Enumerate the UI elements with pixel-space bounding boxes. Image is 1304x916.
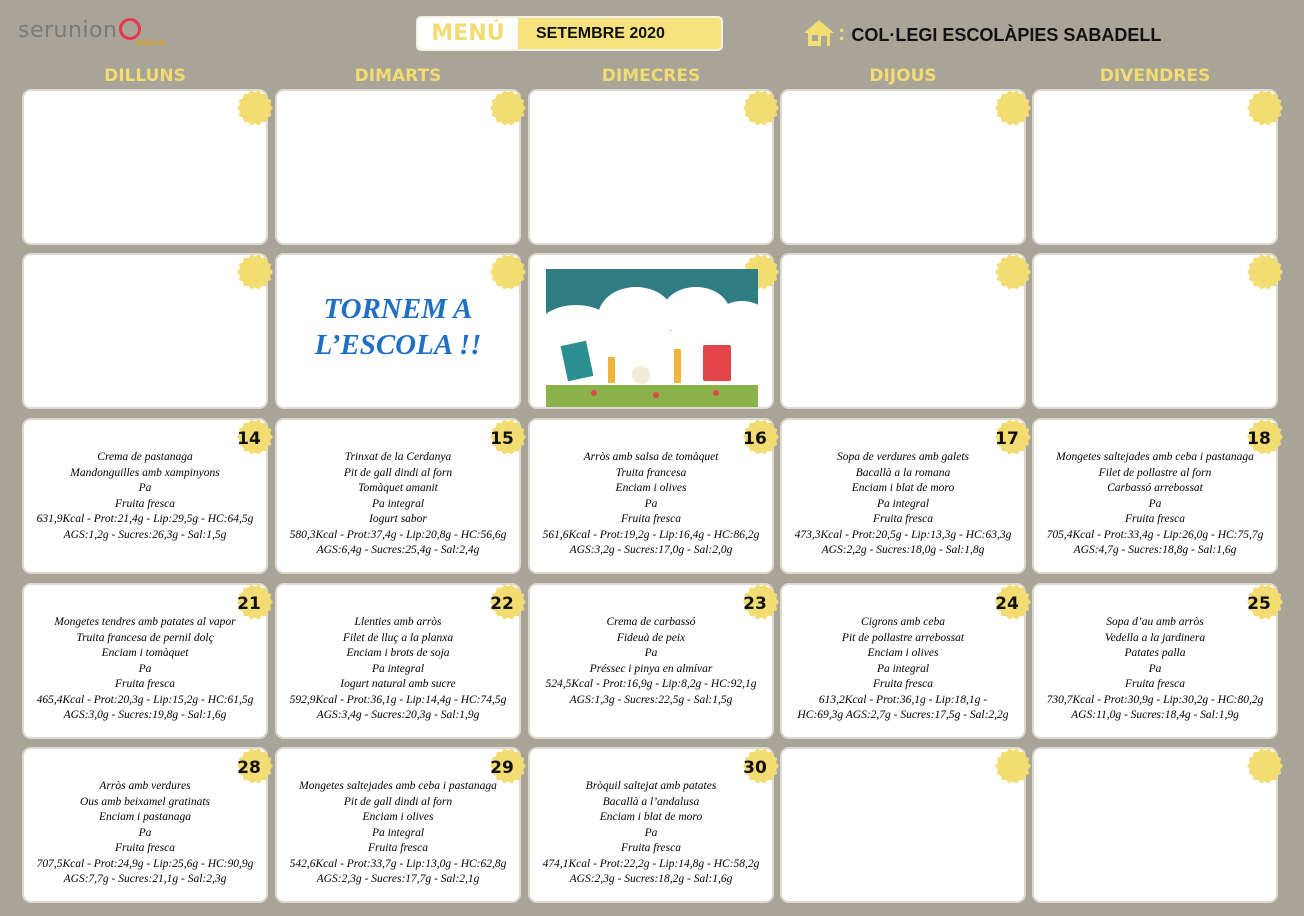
menu-line: AGS:2,2g - Sucres:18,0g - Sal:1,8g — [821, 544, 985, 556]
menu-line: AGS:3,4g - Sucres:20,3g - Sal:1,9g — [316, 709, 480, 721]
calendar-cell — [1032, 418, 1278, 574]
menu-line: Mandonguilles amb xampinyons — [70, 466, 220, 479]
sun-badge-icon — [1246, 747, 1284, 785]
menu-line: 542,6Kcal - Prot:33,7g - Lip:13,0g - HC:62,8g — [289, 857, 507, 870]
logo-text: serunion — [18, 18, 118, 43]
menu-line: Pit de pollastre arrebossat — [841, 631, 965, 644]
menu-line: AGS:2,3g - Sucres:18,2g - Sal:1,6g — [569, 873, 733, 885]
menu-line: Filet de lluç a la planxa — [342, 631, 454, 644]
menu-line: Fideuà de peix — [616, 631, 686, 644]
calendar-cell — [1032, 253, 1278, 409]
menu-line: Fruita fresca — [368, 842, 428, 854]
day-header-1: DIMARTS — [354, 66, 442, 86]
day-number: 25 — [1247, 594, 1271, 614]
menu-line: Enciam i olives — [362, 811, 434, 823]
menu-line: Fruita fresca — [1125, 513, 1185, 525]
menu-line: 631,9Kcal - Prot:21,4g - Lip:29,5g - HC:64,5g — [36, 513, 254, 525]
menu-line: Bròquil saltejat amb patates — [585, 780, 717, 792]
menu-line: AGS:1,2g - Sucres:26,3g - Sal:1,5g — [63, 528, 227, 541]
menu-line: 580,3Kcal - Prot:37,4g - Lip:20,8g - HC:56,6g — [289, 528, 507, 541]
school-name: COL·LEGI ESCOLÀPIES SABADELL — [851, 24, 1162, 45]
menu-line: Arròs amb verdures — [99, 780, 191, 792]
menu-line: AGS:2,3g - Sucres:17,7g - Sal:2,1g — [316, 873, 480, 885]
menu-line: Pa — [138, 662, 152, 675]
menu-line: Crema de pastanaga — [97, 451, 193, 463]
back-to-school-illustration — [546, 269, 758, 407]
menu-list — [530, 779, 772, 888]
menu-line: Enciam i blat de moro — [851, 482, 955, 494]
menu-line: Trinxat de la Cerdanya — [344, 451, 452, 463]
menu-list — [782, 615, 1024, 724]
menu-line: Pa integral — [371, 662, 425, 675]
menu-line: Tomàquet amanit — [358, 482, 438, 494]
logo-mark-icon — [119, 18, 141, 40]
menu-line: Iogurt sabor — [369, 513, 427, 525]
menu-list — [530, 450, 772, 559]
calendar-cell — [780, 89, 1026, 245]
menu-line: Pa integral — [371, 497, 425, 510]
menu-line: Fruita fresca — [115, 842, 175, 854]
day-number: 30 — [743, 758, 767, 778]
menu-line: Pa integral — [876, 497, 930, 510]
day-header-0: DILLUNS — [104, 66, 186, 86]
menu-line: Pa — [1148, 497, 1162, 510]
menu-line: Préssec i pinya en almívar — [589, 662, 713, 675]
menu-month-box — [416, 16, 723, 51]
day-number: 21 — [237, 594, 261, 614]
day-header-2: DIMECRES — [601, 66, 701, 86]
calendar-cell — [780, 583, 1026, 739]
day-number: 17 — [995, 429, 1019, 449]
menu-line: Sopa de verdures amb galets — [836, 451, 969, 463]
house-icon — [802, 18, 836, 48]
day-number: 24 — [995, 594, 1019, 614]
menu-line: Enciam i tomàquet — [101, 647, 189, 659]
day-number: 23 — [743, 594, 767, 614]
calendar-cell — [528, 418, 774, 574]
menu-line: Pa integral — [371, 826, 425, 839]
sun-badge-icon — [994, 89, 1032, 127]
calendar-cell — [780, 253, 1026, 409]
menu-line: Fruita fresca — [873, 513, 933, 525]
menu-line: Patates palla — [1124, 647, 1186, 659]
menu-line: AGS:6,4g - Sucres:25,4g - Sal:2,4g — [316, 544, 480, 556]
menu-line: Enciam i blat de moro — [599, 811, 703, 823]
menu-line: Cigrons amb ceba — [861, 616, 945, 628]
menu-list — [24, 615, 266, 724]
calendar-cell — [1032, 89, 1278, 245]
sun-badge-icon — [742, 89, 780, 127]
school-header — [802, 18, 1161, 48]
calendar-cell — [528, 747, 774, 903]
day-number: 14 — [237, 429, 261, 449]
menu-line: Pit de gall dindi al forn — [343, 466, 453, 479]
sun-badge-icon — [994, 253, 1032, 291]
menu-line: AGS:7,7g - Sucres:21,1g - Sal:2,3g — [63, 873, 227, 885]
menu-line: Truita francesa de pernil dolç — [76, 631, 214, 644]
sun-badge-icon — [489, 253, 527, 291]
calendar-cell — [780, 418, 1026, 574]
menu-line: AGS:1,3g - Sucres:22,5g - Sal:1,5g — [569, 693, 733, 706]
school-colon: : — [838, 20, 846, 45]
calendar-cell — [22, 253, 268, 409]
menu-line: Mongetes saltejades amb ceba i pastanaga — [1056, 451, 1254, 463]
menu-line: AGS:3,0g - Sucres:19,8g - Sal:1,6g — [63, 709, 227, 721]
menu-line: 730,7Kcal - Prot:30,9g - Lip:30,2g - HC:80,2g — [1046, 693, 1264, 706]
calendar-cell — [780, 747, 1026, 903]
menu-line: AGS:3,2g - Sucres:17,0g - Sal:2,0g — [569, 544, 733, 556]
menu-line: Llenties amb arròs — [354, 616, 442, 628]
day-number: 16 — [743, 429, 767, 449]
menu-list — [24, 450, 266, 543]
sun-badge-icon — [489, 89, 527, 127]
month-label: SETEMBRE 2020 — [536, 24, 665, 42]
banner-line: TORNEM A — [323, 293, 473, 325]
menu-line: Pit de gall dindi al forn — [343, 795, 453, 808]
menu-line: Pa — [1148, 662, 1162, 675]
calendar-cell — [275, 418, 521, 574]
menu-line: Pa — [644, 826, 658, 839]
menu-list — [24, 779, 266, 888]
banner-line: L’ESCOLA !! — [314, 329, 482, 361]
menu-line: Enciam i olives — [615, 482, 687, 494]
menu-line: Enciam i pastanaga — [99, 811, 191, 823]
back-to-school-banner — [277, 291, 519, 363]
menu-line: Fruita fresca — [621, 842, 681, 854]
menu-list — [277, 615, 519, 724]
menu-line: Arròs amb salsa de tomàquet — [583, 451, 719, 463]
menu-line: 524,5Kcal - Prot:16,9g - Lip:8,2g - HC:92,1g — [545, 678, 757, 690]
menu-list — [277, 779, 519, 888]
calendar-cell — [22, 583, 268, 739]
logo-subtext: educa — [136, 38, 166, 47]
menu-list — [1034, 450, 1276, 559]
calendar-cell — [22, 747, 268, 903]
menu-list — [782, 450, 1024, 559]
sun-badge-icon — [1246, 253, 1284, 291]
menu-line: 705,4Kcal - Prot:33,4g - Lip:26,0g - HC:75,7g — [1046, 528, 1264, 541]
menu-line: Fruita fresca — [115, 497, 175, 510]
menu-line: 465,4Kcal - Prot:20,3g - Lip:15,2g - HC:61,5g — [36, 693, 254, 706]
menu-line: Fruita fresca — [873, 678, 933, 690]
calendar-cell — [528, 89, 774, 245]
day-header-4: DIVENDRES — [1099, 66, 1211, 86]
sun-badge-icon — [236, 89, 274, 127]
day-number: 22 — [490, 594, 514, 614]
menu-line: Mongetes saltejades amb ceba i pastanaga — [299, 780, 497, 792]
sun-badge-icon — [994, 747, 1032, 785]
day-number: 28 — [237, 758, 261, 778]
menu-line: Pa — [644, 647, 658, 659]
menu-line: AGS:4,7g - Sucres:18,8g - Sal:1,6g — [1073, 544, 1237, 556]
calendar-cell — [275, 747, 521, 903]
calendar-cell — [528, 253, 774, 409]
menu-line: Pa — [644, 497, 658, 510]
serunion-logo — [18, 18, 166, 47]
menu-line: Crema de carbassó — [606, 616, 696, 628]
menu-list — [1034, 615, 1276, 724]
menu-list — [530, 615, 772, 708]
sun-badge-icon — [1246, 89, 1284, 127]
menu-label: MENÚ — [418, 18, 518, 49]
calendar-cell — [1032, 583, 1278, 739]
menu-line: Bacallà a l’andalusa — [602, 795, 700, 808]
menu-line: AGS:11,0g - Sucres:18,4g - Sal:1,9g — [1071, 709, 1239, 721]
menu-line: Pa integral — [876, 662, 930, 675]
menu-line: Bacallà a la romana — [855, 466, 951, 479]
menu-line: 474,1Kcal - Prot:22,2g - Lip:14,8g - HC:58,2g — [542, 857, 760, 870]
day-number: 15 — [490, 429, 514, 449]
menu-line: Fruita fresca — [115, 678, 175, 690]
menu-line: Carbassó arrebossat — [1107, 482, 1203, 494]
calendar-cell — [275, 583, 521, 739]
menu-line: 613,2Kcal - Prot:36,1g - Lip:18,1g - — [818, 693, 988, 706]
menu-line: Mongetes tendres amb patates al vapor — [54, 616, 236, 628]
menu-line: Fruita fresca — [621, 513, 681, 525]
menu-line: HC:69,3g AGS:2,7g - Sucres:17,5g - Sal:2,2g — [797, 709, 1009, 721]
calendar-cell — [275, 253, 521, 409]
day-number: 29 — [490, 758, 514, 778]
menu-line: Pa — [138, 826, 152, 839]
menu-line: Fruita fresca — [1125, 678, 1185, 690]
menu-line: Enciam i olives — [867, 647, 939, 659]
menu-line: Vedella a la jardinera — [1104, 631, 1206, 644]
menu-line: Ous amb beixamel gratinats — [79, 795, 210, 808]
menu-line: Pa — [138, 482, 152, 494]
menu-list — [277, 450, 519, 559]
menu-line: Sopa d’au amb arròs — [1106, 616, 1204, 628]
sun-badge-icon — [236, 253, 274, 291]
menu-line: 707,5Kcal - Prot:24,9g - Lip:25,6g - HC:90,9g — [36, 857, 254, 870]
calendar-cell — [22, 418, 268, 574]
day-header-3: DIJOUS — [869, 66, 937, 86]
calendar-cell — [275, 89, 521, 245]
calendar-cell — [528, 583, 774, 739]
menu-line: Truita francesa — [615, 466, 687, 479]
menu-line: Enciam i brots de soja — [346, 647, 450, 659]
menu-line: 561,6Kcal - Prot:19,2g - Lip:16,4g - HC:86,2g — [542, 528, 760, 541]
menu-line: 592,9Kcal - Prot:36,1g - Lip:14,4g - HC:74,5g — [289, 693, 507, 706]
menu-line: Iogurt natural amb sucre — [340, 678, 456, 690]
day-number: 18 — [1247, 429, 1271, 449]
menu-line: Filet de pollastre al forn — [1098, 466, 1212, 479]
calendar-cell — [1032, 747, 1278, 903]
calendar-cell — [22, 89, 268, 245]
menu-line: 473,3Kcal - Prot:20,5g - Lip:13,3g - HC:63,3g — [794, 528, 1012, 541]
